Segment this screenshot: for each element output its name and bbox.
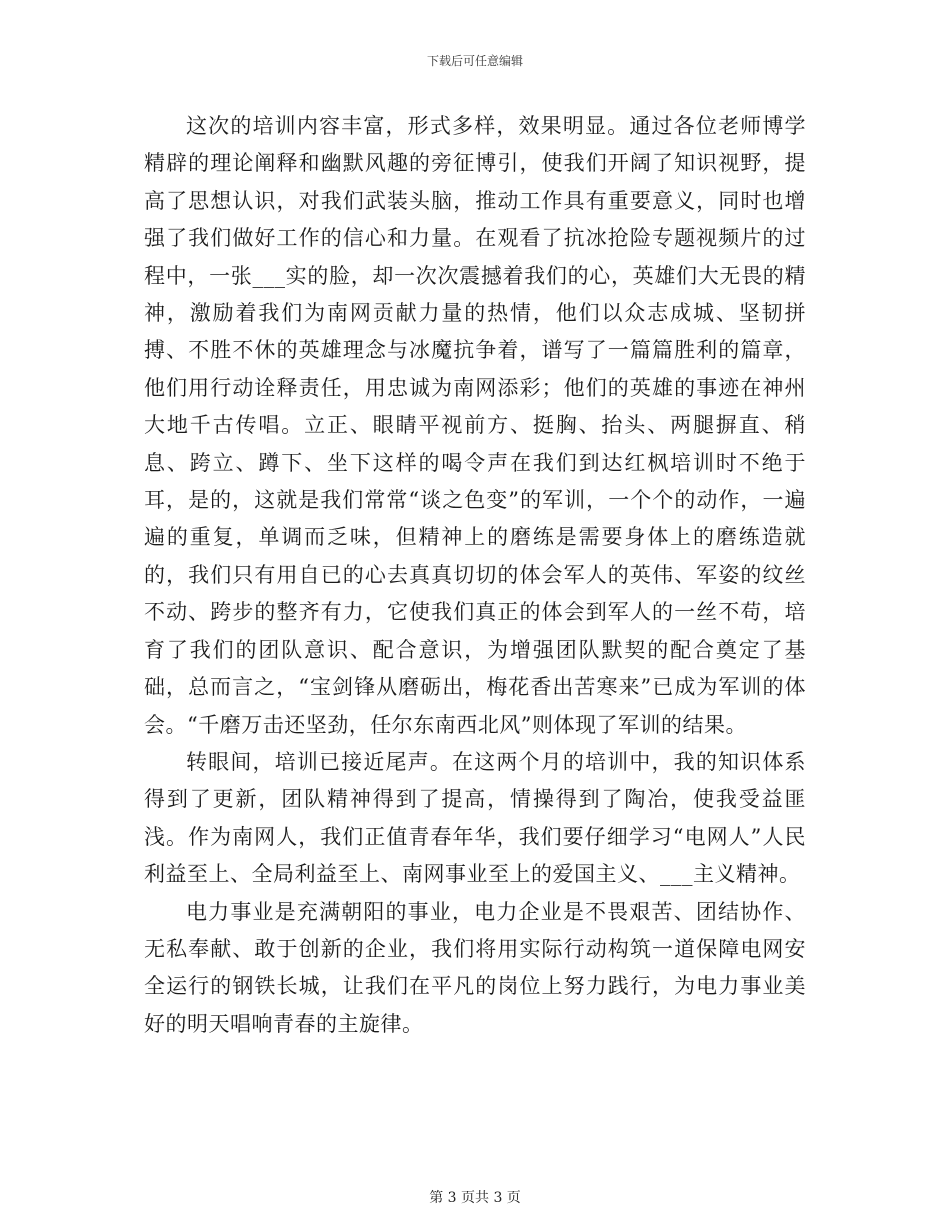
- document-body: [144, 108, 806, 1043]
- page-footer: 第 3 页共 3 页: [429, 1190, 521, 1206]
- paragraph-1: 这次的培训内容丰富，形式多样，效果明显。通过各位老师博学精辟的理论阐释和幽默风趣的旁征博引，使我们开阔了知识视野，提高了思想认识，对我们武装头脑，推动工作具有重要意义，同时也增强了我们做好工作的信心和力量。在观看了抗冰抢险专题视频片的过程中，一张___实的脸，却一次次震撼着我们的心，英雄们大无畏的精神，激励着我们为南网贡献力量的热情，他们以众志成城、坚韧拼搏、不胜不休的英雄理念与冰魔抗争着，谱写了一篇篇胜利的篇章，他们用行动诠释责任，用忠诚为南网添彩；他们的英雄的事迹在神州大地千古传唱。立正、眼睛平视前方、挺胸、抬头、两腿摒直、稍息、跨立、蹲下、坐下这样的喝令声在我们到达红枫培训时不绝于耳，是的，这就是我们常常“谈之色变”的军训，一个个的动作，一遍遍的重复，单调而乏味，但精神上的磨练是需要身体上的磨练造就的，我们只有用自已的心去真真切切的体会军人的英伟、军姿的纹丝不动、跨步的整齐有力，它使我们真正的体会到军人的一丝不苟，培育了我们的团队意识、配合意识，为增强团队默契的配合奠定了基础，总而言之，“宝剑锋从磨砺出，梅花香出苦寒来”已成为军训的体会。“千磨万击还坚劲，任尔东南西北风”则体现了军训的结果。: [144, 114, 806, 737]
- paragraph-2: 转眼间，培训已接近尾声。在这两个月的培训中，我的知识体系得到了更新，团队精神得到了提高，情操得到了陶冶，使我受益匪浅。作为南网人，我们正值青春年华，我们要仔细学习“电网人”人民利益至上、全局利益至上、南网事业至上的爱国主义、___主义精神。: [144, 749, 806, 887]
- page-header: 下载后可任意编辑: [426, 54, 523, 68]
- paragraph-3: 电力事业是充满朝阳的事业，电力企业是不畏艰苦、团结协作、无私奉献、敢于创新的企业，我们将用实际行动构筑一道保障电网安全运行的钢铁长城，让我们在平凡的岗位上努力践行，为电力事业美好的明天唱响青春的主旋律。: [144, 899, 806, 1036]
